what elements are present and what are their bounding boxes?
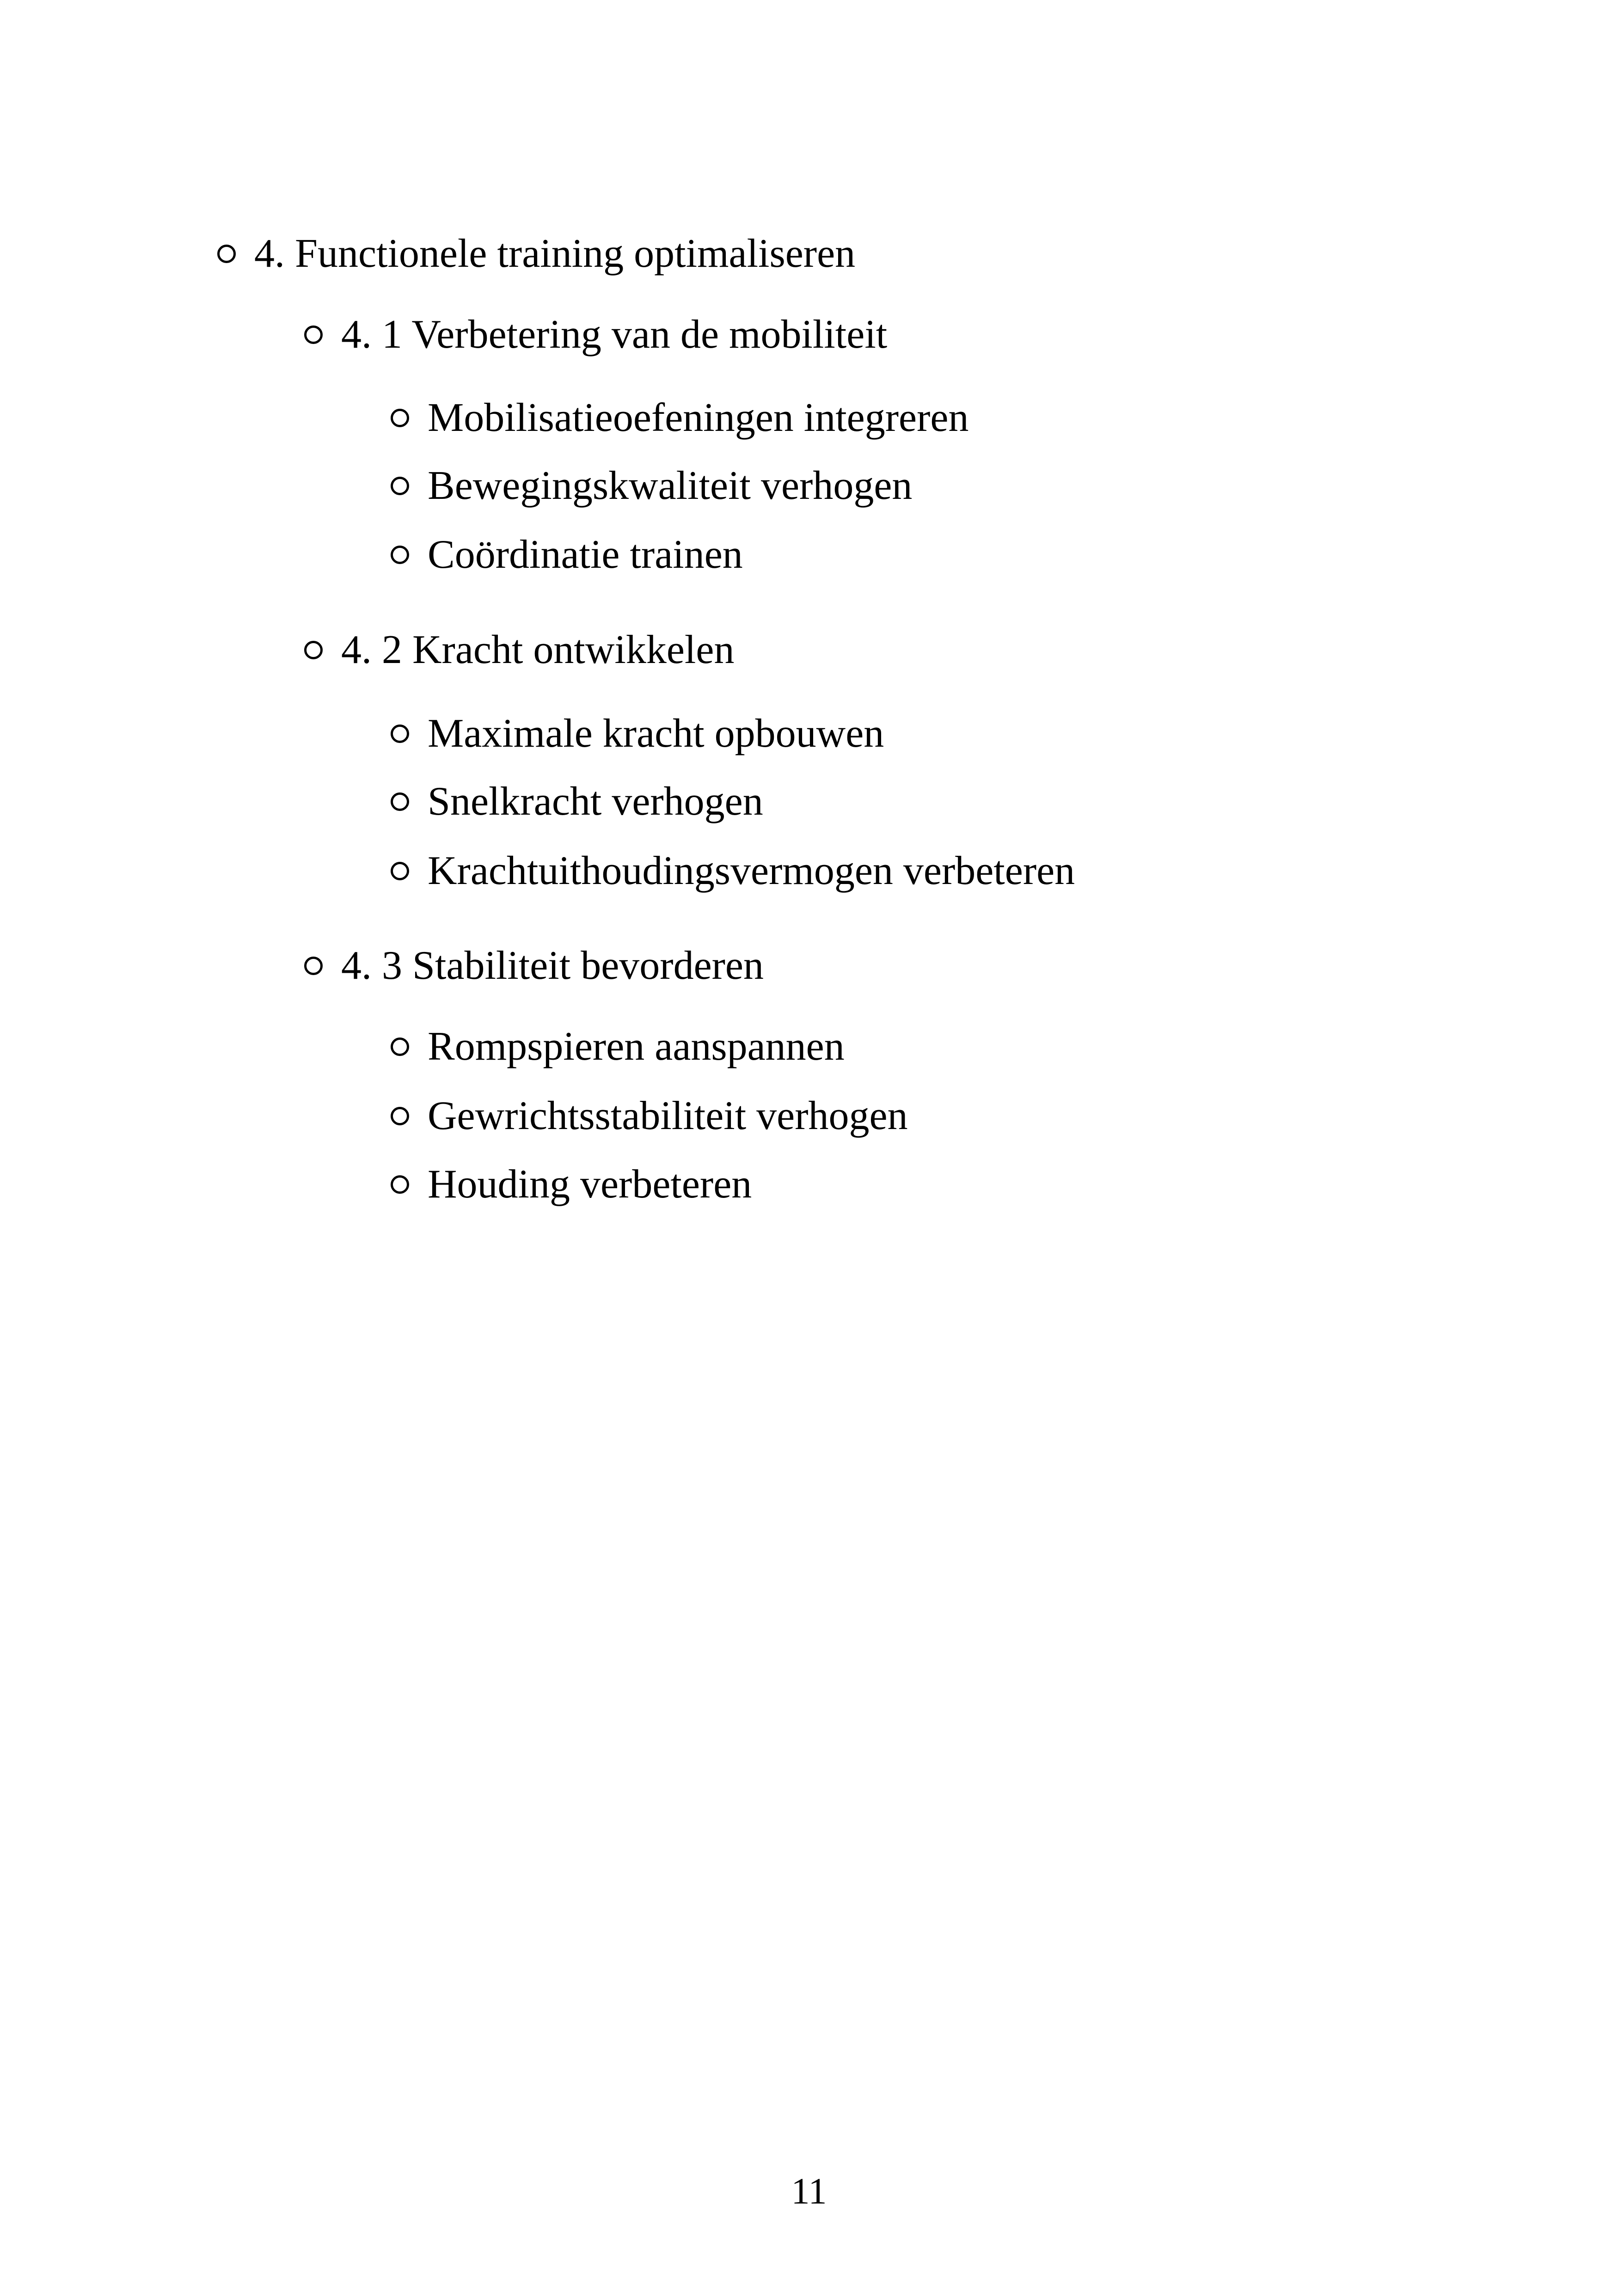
list-item-text: Bewegingskwaliteit verhogen [428,463,913,508]
list-item-text: Maximale kracht opbouwen [428,711,884,756]
hollow-circle-bullet-icon [391,724,409,743]
list-item-text: Snelkracht verhogen [428,779,763,824]
list-item [391,781,763,822]
list-item-text: Gewrichtsstabiliteit verhogen [428,1093,908,1138]
list-item [391,1026,845,1067]
hollow-circle-bullet-icon [304,325,323,344]
hollow-circle-bullet-icon [391,1107,409,1125]
section-title [304,945,764,986]
section-title [304,627,735,672]
list-item-text: Houding verbeteren [428,1162,752,1207]
page-number: 11 [791,2171,827,2212]
hollow-circle-bullet-icon [391,409,409,427]
list-item-text: Mobilisatieoefeningen integreren [428,395,969,440]
list-item [391,1093,908,1138]
list-item-text: Rompspieren aanspannen [428,1024,845,1069]
hollow-circle-bullet-icon [391,862,409,880]
list-item-text: Coördinatie trainen [428,532,743,577]
list-item-text: Krachtuithoudingsvermogen verbeteren [428,848,1075,893]
section-title-text: 4. 1 Verbetering van de mobiliteit [341,312,888,357]
hollow-circle-bullet-icon [391,546,409,564]
list-item [391,463,913,508]
section-title-text: 4. 3 Stabiliteit bevorderen [341,943,764,988]
list-item [391,848,1075,893]
list-item [391,395,969,440]
section-title-text: 4. 2 Kracht ontwikkelen [341,627,735,672]
list-item [391,1164,752,1205]
hollow-circle-bullet-icon [391,1175,409,1194]
hollow-circle-bullet-icon [391,792,409,811]
hollow-circle-bullet-icon [304,641,323,659]
list-item [391,713,884,754]
hollow-circle-bullet-icon [304,957,323,975]
list-item [391,534,743,575]
outline-heading-text: 4. Functionele training optimaliseren [254,231,856,276]
section-title [304,314,887,355]
hollow-circle-bullet-icon [391,477,409,495]
hollow-circle-bullet-icon [217,245,236,263]
hollow-circle-bullet-icon [391,1037,409,1056]
outline-heading [217,233,855,274]
